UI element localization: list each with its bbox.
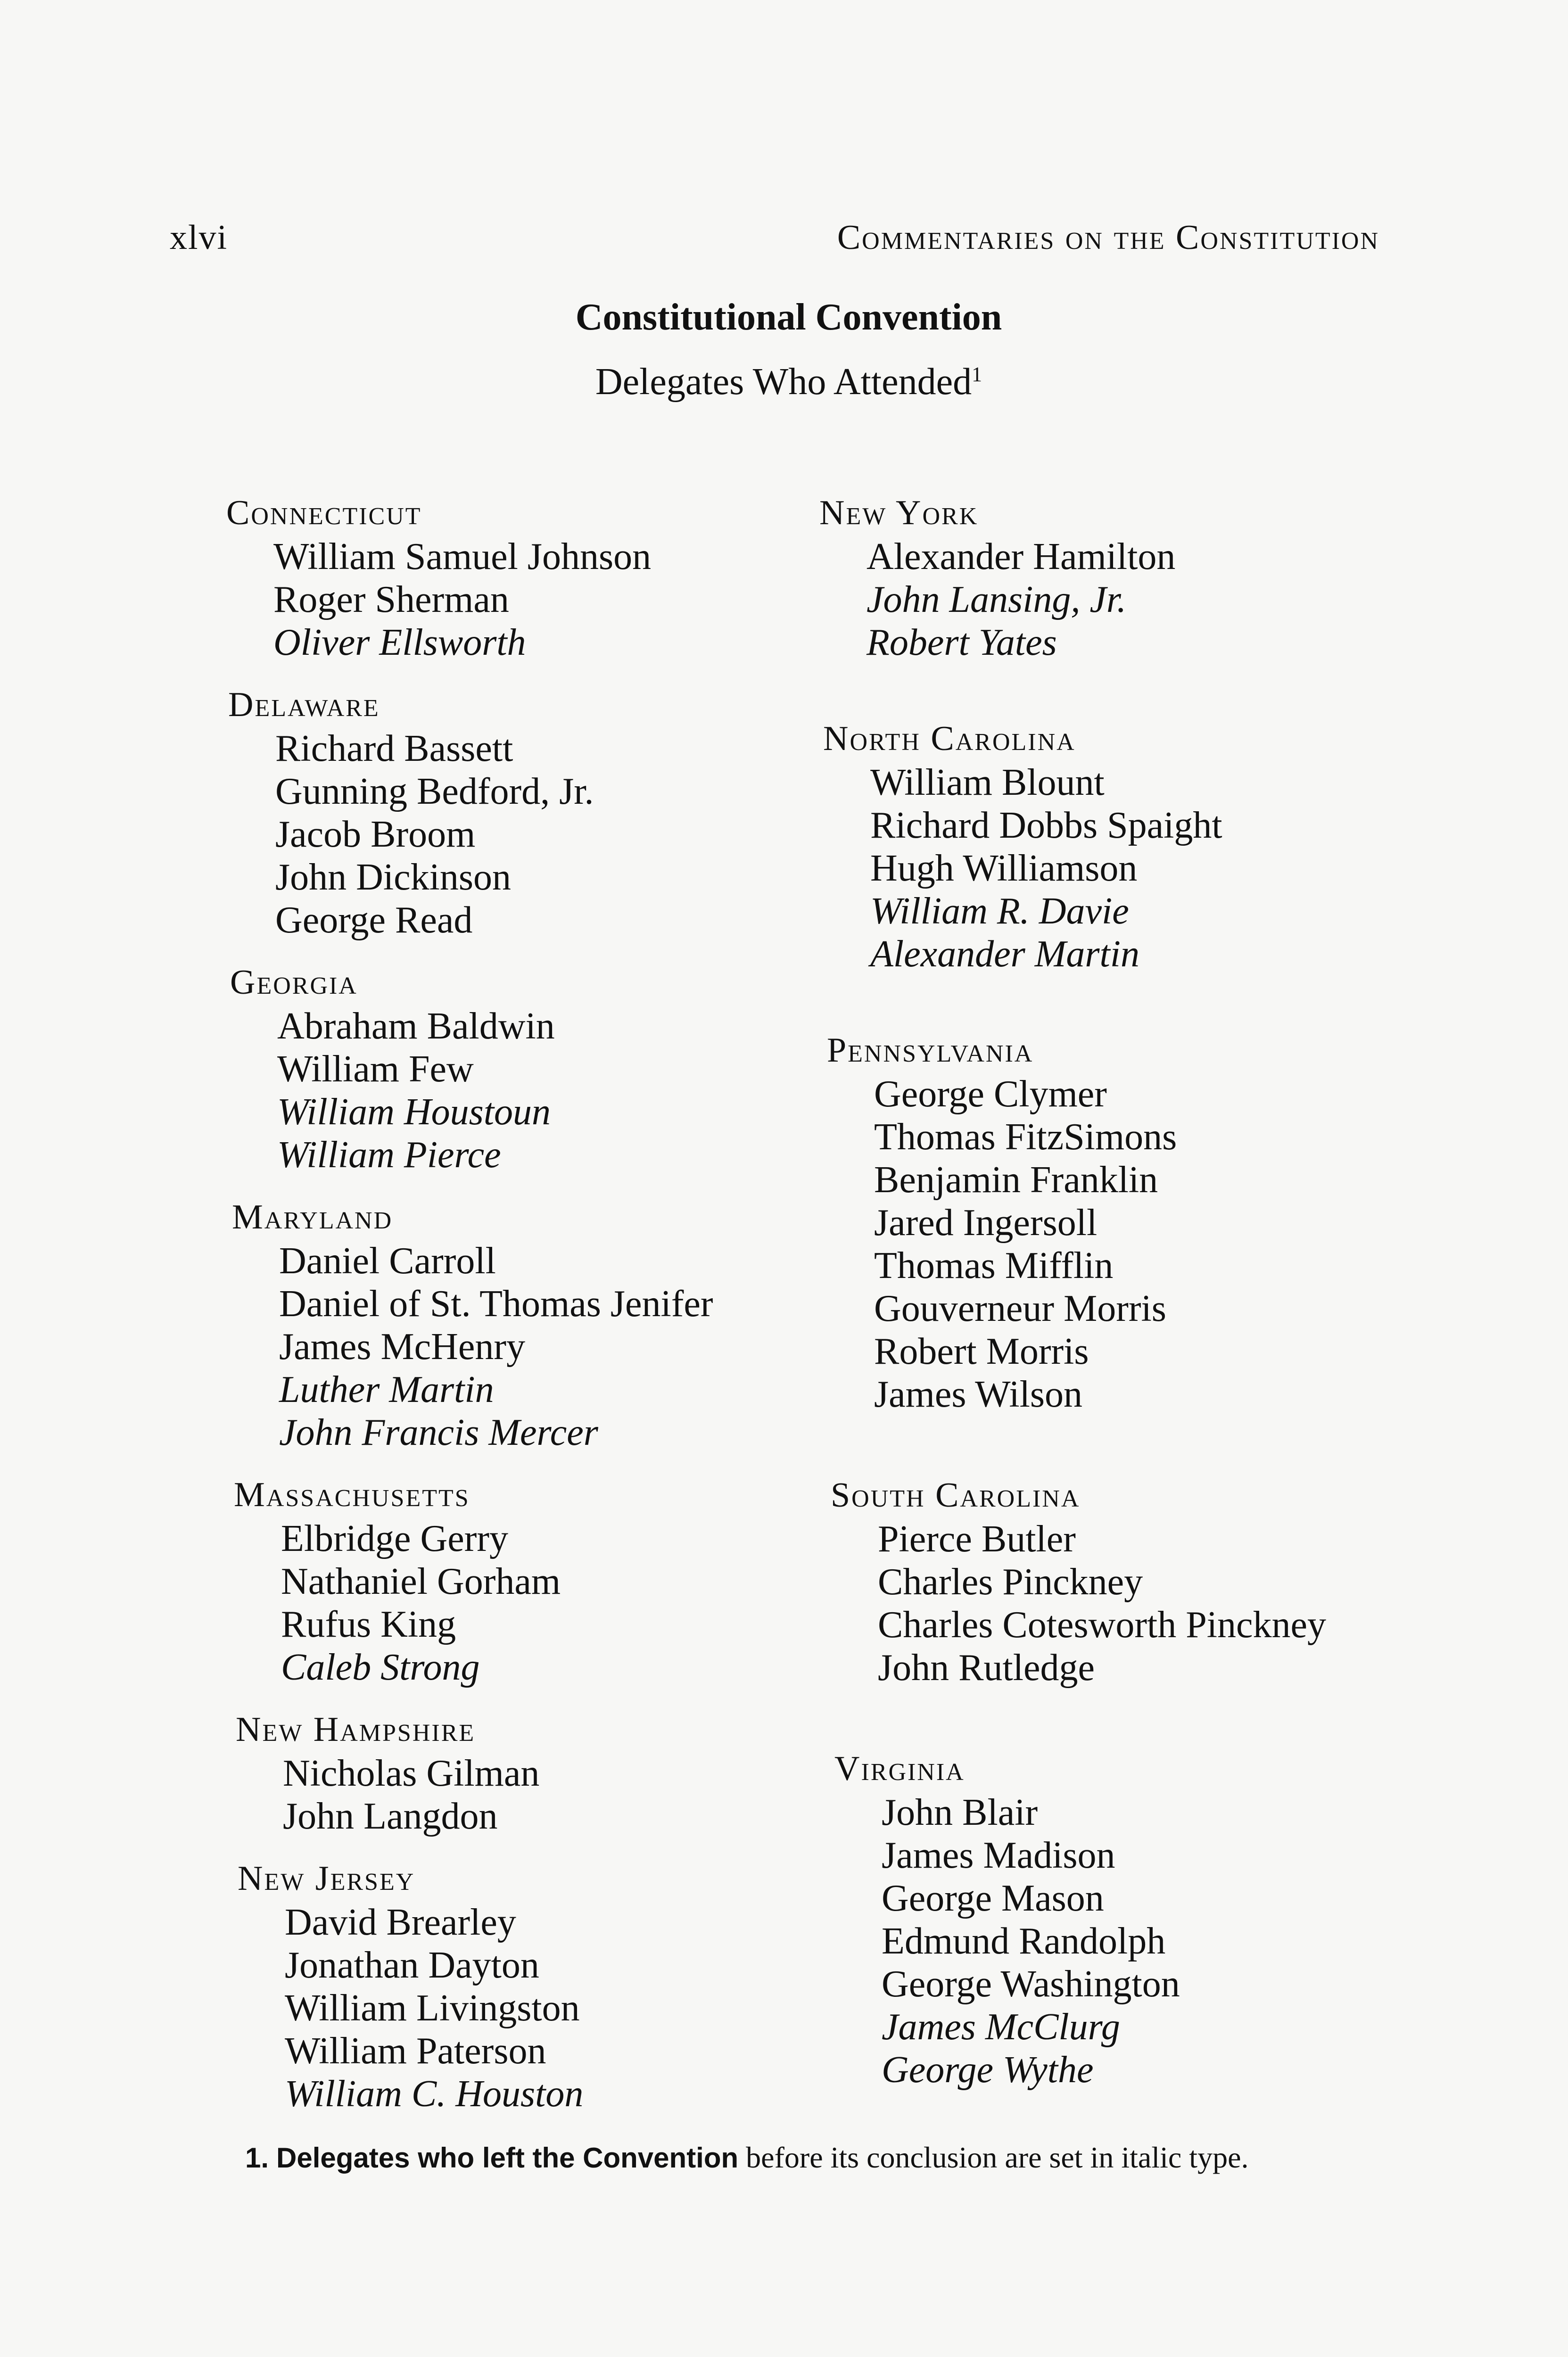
delegate-name: James Madison bbox=[882, 1835, 1115, 1876]
delegate-name: David Brearley bbox=[285, 1902, 516, 1943]
delegate-name: James Wilson bbox=[874, 1374, 1082, 1415]
delegate-name: Roger Sherman bbox=[273, 579, 509, 620]
footnote bbox=[245, 2140, 1248, 2175]
state-heading: Georgia bbox=[230, 963, 358, 1002]
delegate-name: Richard Bassett bbox=[275, 728, 513, 769]
state-heading: Virginia bbox=[834, 1749, 965, 1788]
delegate-name: Thomas FitzSimons bbox=[874, 1116, 1177, 1158]
delegate-name: George Wythe bbox=[882, 2049, 1094, 2091]
delegate-name: John Dickinson bbox=[275, 857, 511, 898]
delegate-name: Charles Cotesworth Pinckney bbox=[878, 1604, 1326, 1646]
delegate-name: Abraham Baldwin bbox=[277, 1005, 555, 1047]
state-section bbox=[230, 960, 820, 1177]
state-section bbox=[831, 1473, 1404, 1689]
delegate-name: Nathaniel Gorham bbox=[281, 1561, 561, 1602]
delegate-name: Charles Pinckney bbox=[878, 1561, 1143, 1603]
state-section bbox=[234, 1472, 820, 1689]
delegate-name: John Lansing, Jr. bbox=[867, 579, 1127, 620]
delegate-name: Alexander Martin bbox=[870, 933, 1139, 975]
delegate-name: Hugh Williamson bbox=[870, 848, 1138, 889]
delegate-name: Nicholas Gilman bbox=[283, 1753, 540, 1794]
delegate-name: William Paterson bbox=[285, 2030, 546, 2072]
left-column bbox=[226, 490, 820, 2116]
delegate-name: Robert Yates bbox=[867, 622, 1057, 663]
delegate-name: Elbridge Gerry bbox=[281, 1518, 509, 1559]
delegate-name: John Francis Mercer bbox=[279, 1412, 598, 1453]
state-heading: Pennsylvania bbox=[827, 1031, 1034, 1070]
delegate-name: Alexander Hamilton bbox=[867, 536, 1176, 577]
delegate-name: Jacob Broom bbox=[275, 814, 476, 855]
state-heading: Massachusetts bbox=[234, 1475, 470, 1514]
delegate-name: William Few bbox=[277, 1048, 474, 1090]
delegate-name: Rufus King bbox=[281, 1604, 456, 1645]
delegate-name: Luther Martin bbox=[279, 1369, 494, 1410]
delegate-name: Jonathan Dayton bbox=[285, 1945, 539, 1986]
delegate-name: Gunning Bedford, Jr. bbox=[275, 771, 594, 812]
state-heading: North Carolina bbox=[823, 719, 1076, 758]
delegate-name: Daniel Carroll bbox=[279, 1240, 496, 1282]
delegate-name: William Livingston bbox=[285, 1987, 580, 2029]
delegate-name: Thomas Mifflin bbox=[874, 1245, 1114, 1286]
state-heading: New Hampshire bbox=[236, 1710, 476, 1749]
state-section bbox=[827, 1028, 1404, 1416]
footnote-text: before its conclusion are set in italic type. bbox=[738, 2141, 1249, 2174]
delegate-name: William C. Houston bbox=[285, 2073, 584, 2115]
delegate-name: John Langdon bbox=[283, 1796, 498, 1837]
state-section bbox=[228, 682, 820, 942]
state-heading: South Carolina bbox=[831, 1476, 1081, 1515]
page-subtitle bbox=[0, 361, 1568, 404]
state-section bbox=[819, 490, 1404, 664]
state-section bbox=[226, 490, 820, 664]
page-number: xlvi bbox=[170, 218, 228, 257]
state-heading: Connecticut bbox=[226, 494, 422, 532]
delegate-name: George Read bbox=[275, 899, 473, 941]
right-column bbox=[819, 490, 1404, 2092]
delegate-name: Richard Dobbs Spaight bbox=[870, 805, 1222, 846]
delegate-name: James McClurg bbox=[882, 2006, 1120, 2048]
delegate-name: William Houstoun bbox=[277, 1091, 551, 1133]
delegate-name: William Samuel Johnson bbox=[273, 536, 652, 577]
delegate-name: Daniel of St. Thomas Jenifer bbox=[279, 1283, 713, 1325]
delegate-name: George Mason bbox=[882, 1878, 1104, 1919]
delegate-name: Caleb Strong bbox=[281, 1647, 480, 1688]
state-section bbox=[238, 1856, 820, 2116]
state-heading: New York bbox=[819, 494, 979, 532]
delegate-name: George Washington bbox=[882, 1963, 1180, 2005]
state-section bbox=[232, 1195, 820, 1454]
footnote-marker: 1. bbox=[245, 2142, 269, 2174]
state-section bbox=[834, 1746, 1404, 2092]
delegate-name: Benjamin Franklin bbox=[874, 1159, 1158, 1201]
footnote-reference: 1 bbox=[972, 363, 982, 386]
delegate-name: Oliver Ellsworth bbox=[273, 622, 526, 663]
footnote-bold-text: Delegates who left the Convention bbox=[276, 2142, 739, 2174]
page-title: Constitutional Convention bbox=[575, 297, 1002, 338]
delegate-name: George Clymer bbox=[874, 1073, 1107, 1115]
state-section bbox=[823, 716, 1404, 976]
running-head: Commentaries on the Constitution bbox=[837, 218, 1379, 257]
delegate-name: William R. Davie bbox=[870, 890, 1129, 932]
subtitle-text: Delegates Who Attended bbox=[595, 361, 972, 403]
delegate-name: John Rutledge bbox=[878, 1647, 1095, 1689]
delegate-name: Robert Morris bbox=[874, 1331, 1089, 1372]
state-heading: Delaware bbox=[228, 685, 380, 724]
delegate-name: Jared Ingersoll bbox=[874, 1202, 1098, 1244]
delegate-name: Pierce Butler bbox=[878, 1518, 1076, 1560]
delegate-name: John Blair bbox=[882, 1792, 1038, 1833]
delegate-name: James McHenry bbox=[279, 1326, 526, 1368]
delegate-name: Gouverneur Morris bbox=[874, 1288, 1166, 1329]
delegate-name: Edmund Randolph bbox=[882, 1920, 1166, 1962]
delegate-name: William Pierce bbox=[277, 1134, 501, 1176]
state-section bbox=[236, 1707, 820, 1838]
delegate-name: William Blount bbox=[870, 762, 1105, 803]
state-heading: New Jersey bbox=[238, 1859, 415, 1898]
state-heading: Maryland bbox=[232, 1198, 393, 1236]
